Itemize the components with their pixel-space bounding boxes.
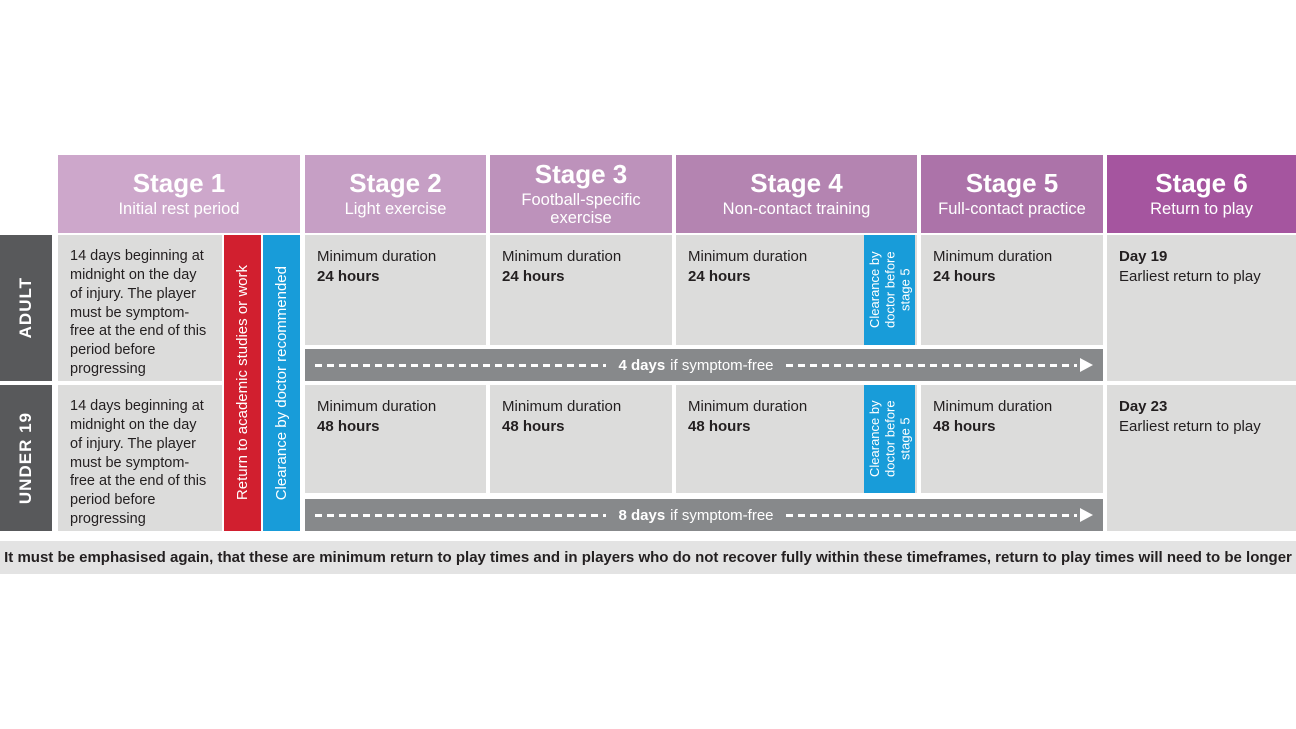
- duration-label: Minimum duration: [502, 248, 622, 265]
- stage1-text: 14 days beginning at midnight on the day of injury. The player must be symptom-free at the end of this period before progressing: [70, 398, 207, 528]
- stage-1-header: [58, 155, 300, 233]
- dashed-line: [786, 514, 1077, 517]
- row-label-adult: [0, 235, 52, 381]
- duration-value: 48 hours: [933, 417, 996, 435]
- under19-stage3-cell: [490, 385, 672, 493]
- arrow-label-days: 8 days: [618, 506, 666, 524]
- clearance-before-stage5-bar-under19: [864, 385, 915, 493]
- clearance-before-stage5-text: Clearance by doctor before stage 5: [866, 400, 913, 478]
- stage-5-header: [921, 155, 1103, 233]
- row-label-text: ADULT: [16, 277, 35, 339]
- footer-note-text: It must be emphasised again, that these are minimum return to play times and in players who do not recover fully within these timeframes, return to play times will need to be longer: [4, 549, 1292, 566]
- arrow-label-condition: if symptom-free: [670, 356, 774, 374]
- arrow-label-condition: if symptom-free: [670, 506, 774, 524]
- stage-subtitle: Football-specific exercise: [521, 190, 641, 227]
- day-label: Earliest return to play: [1119, 417, 1261, 435]
- stage-subtitle: Full-contact practice: [938, 199, 1086, 218]
- row-label-text: UNDER 19: [16, 411, 35, 505]
- under19-symptom-free-arrow: [305, 499, 1103, 531]
- stage-subtitle: Initial rest period: [118, 199, 240, 218]
- duration-label: Minimum duration: [317, 248, 437, 265]
- under19-stage6-cell: [1107, 385, 1296, 531]
- clearance-before-stage5-text: Clearance by doctor before stage 5: [866, 251, 913, 329]
- duration-label: Minimum duration: [502, 398, 622, 415]
- stage-title: Stage 1: [132, 168, 226, 199]
- adult-stage3-cell: [490, 235, 672, 345]
- arrow-label-days: 4 days: [618, 356, 666, 374]
- row-label-under19: [0, 385, 52, 531]
- return-to-studies-text: Return to academic studies or work: [233, 265, 251, 501]
- duration-label: Minimum duration: [688, 398, 808, 415]
- adult-stage2-cell: [305, 235, 486, 345]
- adult-stage1-cell: [58, 235, 222, 381]
- stage-title: Stage 3: [534, 159, 628, 190]
- stage-title: Stage 2: [349, 168, 442, 199]
- duration-label: Minimum duration: [933, 248, 1053, 265]
- stage1-text: 14 days beginning at midnight on the day of injury. The player must be symptom-free at the end of this period before progressing: [70, 248, 207, 378]
- stage-6-header: [1107, 155, 1296, 233]
- duration-value: 48 hours: [317, 417, 380, 435]
- footer-note: [0, 541, 1296, 574]
- stage-subtitle: Return to play: [1150, 199, 1253, 218]
- adult-stage5-cell: [921, 235, 1103, 345]
- adult-stage6-cell: [1107, 235, 1296, 381]
- stage-2-header: [305, 155, 486, 233]
- stage-subtitle: Non-contact training: [722, 199, 871, 218]
- duration-label: Minimum duration: [317, 398, 437, 415]
- stage-title: Stage 5: [965, 168, 1059, 199]
- arrow-right-icon: [1080, 508, 1093, 522]
- duration-value: 24 hours: [502, 267, 565, 285]
- duration-value: 48 hours: [502, 417, 565, 435]
- under19-stage5-cell: [921, 385, 1103, 493]
- duration-value: 48 hours: [688, 417, 751, 435]
- arrow-label: [606, 357, 785, 374]
- duration-value: 24 hours: [688, 267, 751, 285]
- dashed-line: [786, 364, 1077, 367]
- adult-symptom-free-arrow: [305, 349, 1103, 381]
- under19-stage1-cell: [58, 385, 222, 531]
- day-value: Day 23: [1119, 398, 1168, 415]
- stage-title: Stage 4: [750, 168, 843, 199]
- doctor-clearance-bar: [263, 235, 300, 531]
- doctor-clearance-text: Clearance by doctor recommended: [272, 265, 290, 501]
- stage-title: Stage 6: [1155, 168, 1248, 199]
- day-value: Day 19: [1119, 248, 1168, 265]
- clearance-before-stage5-bar-adult: [864, 235, 915, 345]
- dashed-line: [315, 364, 606, 367]
- duration-value: 24 hours: [933, 267, 996, 285]
- stage-3-header: [490, 155, 672, 233]
- duration-label: Minimum duration: [933, 398, 1053, 415]
- stage-4-header: [676, 155, 917, 233]
- arrow-label: [606, 507, 785, 524]
- day-label: Earliest return to play: [1119, 267, 1261, 285]
- dashed-line: [315, 514, 606, 517]
- duration-label: Minimum duration: [688, 248, 808, 265]
- arrow-right-icon: [1080, 358, 1093, 372]
- duration-value: 24 hours: [317, 267, 380, 285]
- stage-subtitle: Light exercise: [344, 199, 447, 218]
- under19-stage2-cell: [305, 385, 486, 493]
- return-to-studies-bar: [224, 235, 261, 531]
